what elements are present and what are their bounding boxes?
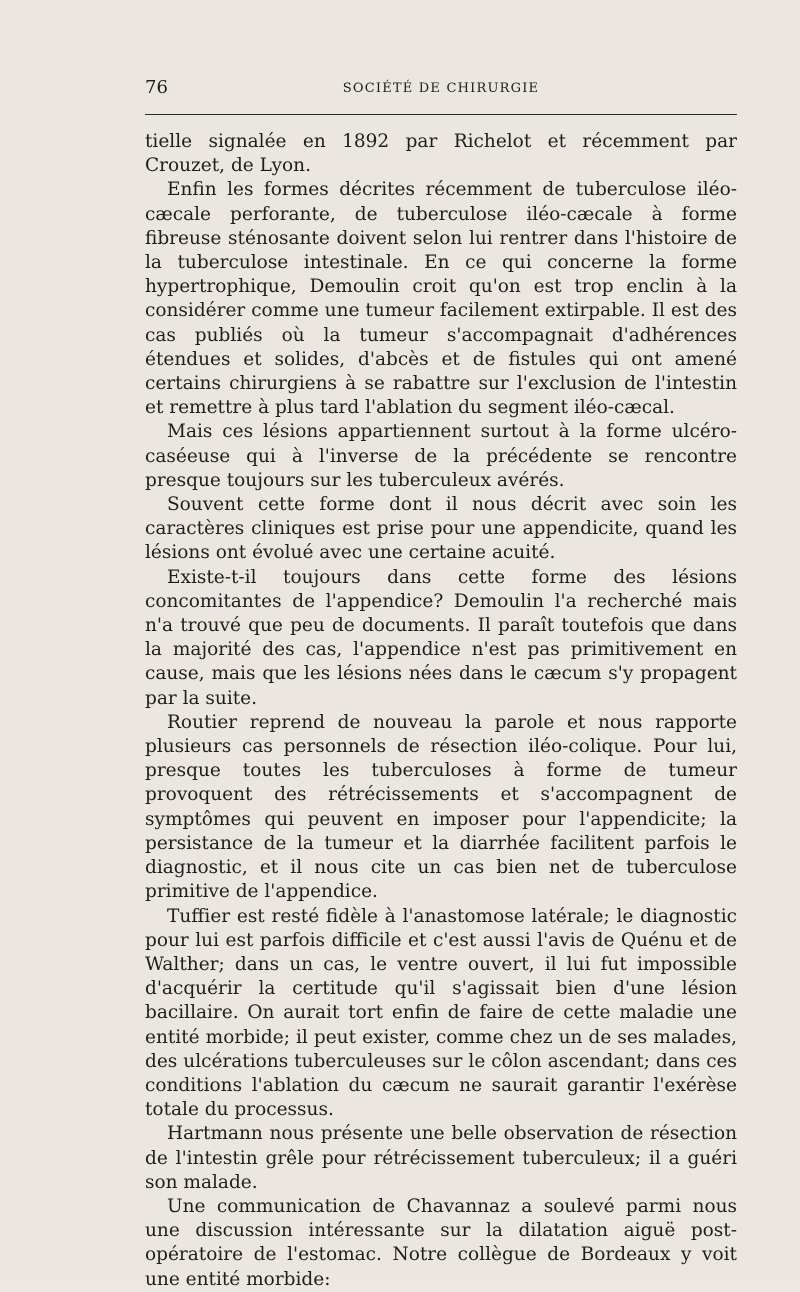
paragraph-hartmann: Hartmann nous présente une belle observation de résection de l'intestin grêle pour rétrécissement tuberculeux; il a guéri son malade.: [145, 1123, 737, 1193]
paragraph-routier: Routier reprend de nouveau la parole et nous rapporte plusieurs cas personnels de résection iléo-colique. Pour lui, presque toutes les tuberculoses à forme de tumeur provoquent des rétrécissements et s'accompagnent de symptômes qui peuvent en imposer pour l'appendicite; la persistance de la tumeur et la diarrhée facilitent parfois le diagnostic, et il nous cite un cas bien net de tuberculose primitive de l'appendice.: [145, 711, 737, 903]
paragraph-enfin: Enfin les formes décrites récemment de tuberculose iléo-cæcale perforante, de tuberculose iléo-cæcale à forme fibreuse sténosante doivent selon lui rentrer dans l'histoire de la tuberculose intestinale. En ce qui concerne la forme hypertrophique, Demoulin croit qu'on est trop enclin à la considérer comme une tumeur facilement extirpable. Il est des cas publiés où la tumeur s'accompagnait d'adhérences étendues et solides, d'abcès et de fistules qui ont amené certains chirurgiens à se rabattre sur l'exclusion de l'intestin et remettre à plus tard l'ablation du segment iléo-cæcal.: [145, 179, 737, 419]
paragraph-existe: Existe-t-il toujours dans cette forme des lésions concomitantes de l'appendice? Demoulin l'a recherché mais n'a trouvé que peu de documents. Il paraît toutefois que dans la majorité des cas, l'appendice n'est pas primitivement en cause, mais que les lésions nées dans le cæcum s'y propagent par la suite.: [145, 566, 737, 709]
running-title: SOCIÉTÉ DE CHIRURGIE: [342, 81, 540, 96]
header-rule: [145, 114, 737, 115]
paragraph-tuffier: Tuffier est resté fidèle à l'anastomose latérale; le diagnostic pour lui est parfois difficile et c'est aussi l'avis de Quénu et de Walther; dans un cas, le ventre ouvert, il lui fut impossible d'acquérir la certitude qu'il s'agissait bien d'une lésion bacillaire. On aurait tort enfin de faire de cette maladie une entité morbide; il peut exister, comme chez un de ses malades, des ulcérations tuberculeuses sur le côlon ascendant; dans ces conditions l'ablation du cæcum ne saurait garantir l'exérèse totale du processus.: [145, 905, 737, 1121]
body-text: [145, 130, 737, 1292]
paragraph-souvent: Souvent cette forme dont il nous décrit avec soin les caractères cliniques est prise pour une appendicite, quand les lésions ont évolué avec une certaine acuité.: [145, 494, 737, 564]
page-number: 76: [145, 77, 168, 98]
paragraph-mais: Mais ces lésions appartiennent surtout à la forme ulcéro-caséeuse qui à l'inverse de la précédente se rencontre presque toujours sur les tuberculeux avérés.: [145, 421, 737, 491]
paragraph-continuation: tielle signalée en 1892 par Richelot et récemment par Crouzet, de Lyon.: [145, 131, 737, 177]
page-header: [145, 74, 737, 102]
paragraph-chavannaz: Une communication de Chavannaz a soulevé parmi nous une discussion intéressante sur la dilatation aiguë post-opératoire de l'estomac. Notre collègue de Bordeaux y voit une entité morbide:: [145, 1195, 737, 1290]
